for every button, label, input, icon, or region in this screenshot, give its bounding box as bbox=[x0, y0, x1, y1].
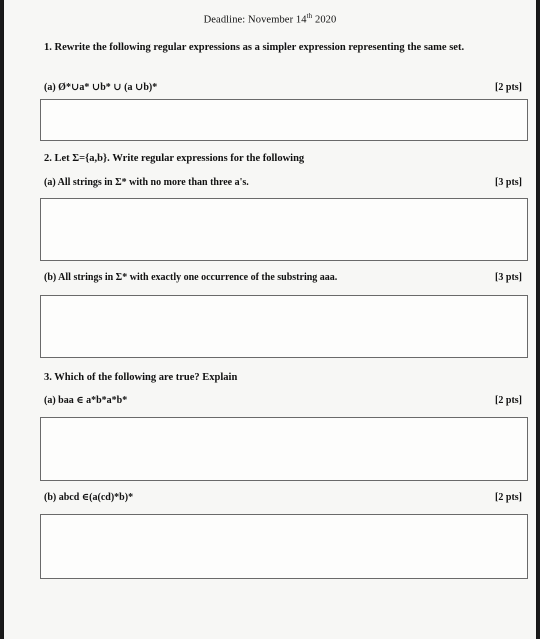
question-2-title: 2. Let Σ={a,b}. Write regular expressions for the following bbox=[44, 153, 305, 164]
question-2a-points: [3 pts] bbox=[495, 177, 522, 188]
question-3b-answer-box[interactable] bbox=[40, 514, 528, 579]
deadline-year: 2020 bbox=[312, 14, 337, 26]
question-1a-answer-box[interactable] bbox=[40, 99, 528, 141]
question-3b-points: [2 pts] bbox=[495, 492, 522, 503]
question-3b-text: (b) abcd ∈(a(cd)*b)* bbox=[44, 492, 134, 503]
question-2a-answer-box[interactable] bbox=[40, 198, 528, 261]
exam-page bbox=[4, 0, 536, 639]
deadline-ordinal: th bbox=[306, 12, 313, 20]
question-3a-text: (a) baa ∈ a*b*a*b* bbox=[44, 395, 128, 406]
question-3a-points: [2 pts] bbox=[495, 395, 522, 406]
deadline-text: Deadline: November 14 bbox=[203, 14, 307, 26]
question-2a-text: (a) All strings in Σ* with no more than three a's. bbox=[44, 177, 249, 188]
question-3a-answer-box[interactable] bbox=[40, 417, 528, 481]
question-1a-text: (a) Ø*∪a* ∪b* ∪ (a ∪b)* bbox=[44, 82, 158, 93]
question-2b-answer-box[interactable] bbox=[40, 295, 528, 358]
question-2b-text: (b) All strings in Σ* with exactly one occurrence of the substring aaa. bbox=[44, 272, 338, 283]
deadline-header bbox=[4, 12, 536, 26]
question-3-title: 3. Which of the following are true? Explain bbox=[44, 372, 238, 383]
question-1a-points: [2 pts] bbox=[495, 82, 522, 93]
question-2b-points: [3 pts] bbox=[495, 272, 522, 283]
question-1-title: 1. Rewrite the following regular expressions as a simpler expression representing the same set. bbox=[44, 42, 465, 53]
